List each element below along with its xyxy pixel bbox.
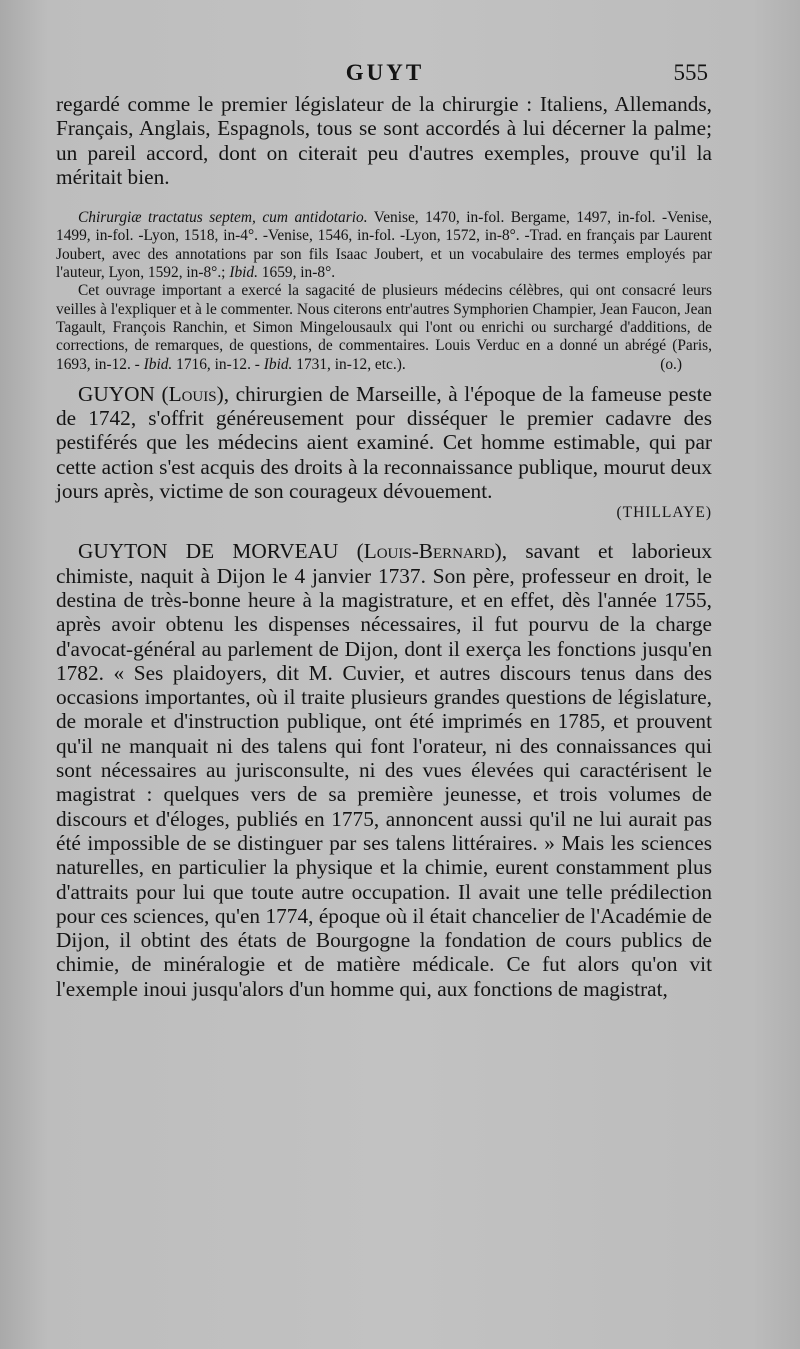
commentary-ibid-1: Ibid. [143, 355, 173, 373]
commentary-text-3: 1731, in-12, etc.). [292, 355, 406, 373]
guyon-text: , chirurgien de Marseille, à l'époque de la fameuse peste de 1742, s'offrit généreusement pour disséquer le premier cadavre des pestiférés que les médecins aient examiné. Cet homme estimable, qui par cette action s'est acquis des droits à la reconnaissance publique, mourut deux jours après, victime de son courageux dévouement. [56, 381, 712, 504]
guyton-entry [56, 539, 712, 1001]
guyton-name: GUYTON DE MORVEAU [78, 539, 339, 564]
commentary-ibid-2: Ibid. [263, 355, 293, 373]
page-number: 555 [673, 60, 708, 85]
bibliography-end: 1659, in-8°. [257, 264, 336, 282]
guyton-text: , savant et laborieux chimiste, naquit à Dijon le 4 janvier 1737. Son père, professeur en droit, le destina de très-bonne heure à la magistrature, et en effet, dès l'année 1755, après avoir obtenu les dispenses nécessaires, il fut pourvu de la charge d'avocat-général au parlement de Dijon, dont il exerça les fonctions jusqu'en 1782. « Ses plaidoyers, dit M. Cuvier, et autres discours tenus dans des occasions importantes, où il traite plusieurs grandes questions de législature, de morale et d'instruction publique, ont été imprimés en 1785, et prouvent qu'il ne manquait ni des talens qui font l'orateur, ni des connaissances qui sont nécessaires au jurisconsulte, ni des vues élevées qui caractérisent le magistrat : quelques vers de sa première jeunesse, et trois volumes de discours et d'éloges, publiés en 1775, annoncent aussi qu'il ne lui aurait pas été impossible de se distinguer par ses talens littéraires. » Mais les sciences naturelles, en particulier la physique et la chimie, eurent constamment plus d'attraits pour lui que toute autre occupation. Il avait une telle prédilection pour ces sciences, qu'en 1774, époque où il était chancelier de l'Académie de Dijon, il obtint des états de Bourgogne la fondation de cours publics de chimie, de minéralogie et de matière médicale. Ce fut alors qu'on vit l'exemple inoui jusqu'alors d'un homme qui, aux fonctions de magistrat, [56, 539, 713, 1001]
page-body [56, 92, 712, 1001]
running-title: GUYT [345, 60, 425, 85]
spacer [56, 374, 712, 382]
bibliography-details: Venise, 1470, in-fol. Bergame, 1497, in-fol. -Venise, 1499, in-fol. -Lyon, 1518, in-4°. -Venise, 1546, in-fol. -Lyon, 1572, in-8°. -Trad. en français par Laurent Joubert, avec des annotations par son fils Isaac Joubert, et un vocabulaire des termes employés par l'auteur, Lyon, 1592, in-8°.; [56, 209, 713, 282]
guyon-name: GUYON [78, 381, 155, 406]
guyon-firstname: (Louis) [161, 381, 224, 406]
guyt-signature: (o.) [660, 355, 682, 373]
guyon-entry [56, 382, 712, 503]
bibliography-ibid: Ibid. [229, 264, 258, 282]
commentary-text-1: Cet ouvrage important a exercé la sagacité de plusieurs médecins célèbres, qui ont consacré leurs veilles à l'expliquer et à le commenter. Nous citerons entr'autres Symphorien Champier, Jean Faucon, Jean Tagault, François Ranchin, et Simon Mingelousaulx qui l'ont ou enrichi ou surchargé d'additions, de corrections, de remarques, de questions, de commentaires. Louis Verduc en a donné un abrégé (Paris, 1693, in-12. - [56, 282, 712, 373]
guyt-bibliography [56, 209, 712, 282]
commentary-text-2: 1716, in-12. - [172, 355, 264, 373]
page-header [58, 60, 712, 90]
bibliography-title: Chirurgiæ tractatus septem, cum antidotario. [78, 209, 368, 227]
guyt-commentary [56, 282, 712, 373]
spacer [56, 529, 712, 539]
guyt-continuation: regardé comme le premier législateur de la chirurgie : Italiens, Allemands, Français, Anglais, Espagnols, tous se sont accordés à lui décerner la palme; un pareil accord, dont on citerait peu d'autres exemples, prouve qu'il la méritait bien. [56, 92, 712, 189]
guyton-firstname: (Louis-Bernard) [356, 539, 502, 564]
guyon-signature: (THILLAYE) [616, 504, 712, 522]
